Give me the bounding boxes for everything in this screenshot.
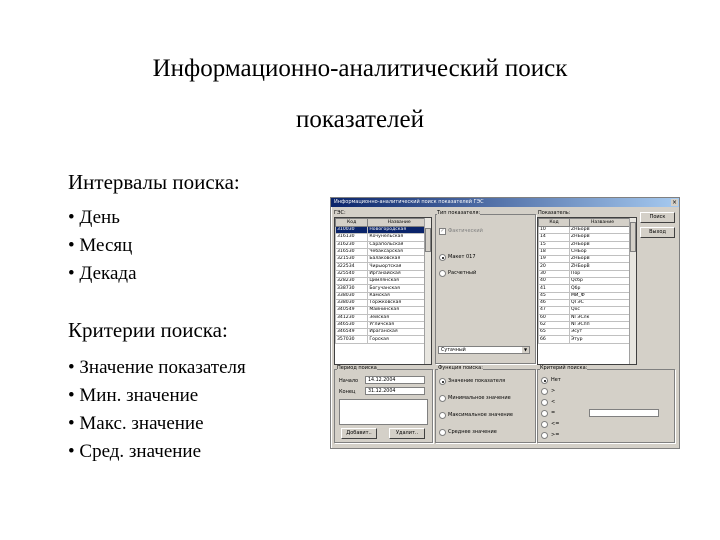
criteria-option: < xyxy=(551,399,556,405)
cell-name: Торжковская xyxy=(368,299,431,306)
ges-row[interactable] xyxy=(336,270,431,277)
search-button[interactable]: Поиск xyxy=(640,212,675,223)
ges-row[interactable] xyxy=(336,285,431,292)
indicators-scrollbar[interactable] xyxy=(629,218,636,364)
cell-code: 316230 xyxy=(336,241,368,248)
cell-name: ZHБорВ xyxy=(570,241,636,248)
cell-name: Камская xyxy=(368,292,431,299)
criteria-radio-ge[interactable] xyxy=(541,432,548,439)
ges-col-code[interactable]: Код xyxy=(336,219,368,227)
criteria-radio-gt[interactable] xyxy=(541,388,548,395)
cell-code: 357030 xyxy=(336,336,368,343)
close-icon[interactable]: × xyxy=(671,199,678,206)
criteria-item: • Макс. значение xyxy=(68,410,246,438)
interval-item: • Декада xyxy=(68,260,137,288)
intervals-list xyxy=(68,204,137,288)
factual-label: Фактический xyxy=(448,228,483,234)
search-dialog-window xyxy=(330,197,680,449)
cell-name: Qсбр xyxy=(570,278,636,285)
function-option: Максимальное значение xyxy=(448,412,513,418)
interval-item: • День xyxy=(68,204,137,232)
cell-name: Богучанская xyxy=(368,285,431,292)
cell-code: 346530 xyxy=(336,321,368,328)
end-date-field[interactable]: 31.12.2004 xyxy=(365,387,425,395)
cell-code: 65 xyxy=(539,329,570,336)
indicator-row[interactable] xyxy=(539,278,636,285)
cell-code: 47 xyxy=(539,307,570,314)
cell-code: 18 xyxy=(539,248,570,255)
cell-name: Чирьюртская xyxy=(368,263,431,270)
indicator-row[interactable] xyxy=(539,321,636,328)
intervals-heading: Интервалы поиска: xyxy=(68,170,240,194)
delete-button[interactable]: Удалит.. xyxy=(389,428,425,439)
indicator-row[interactable] xyxy=(539,307,636,314)
cell-code: 45 xyxy=(539,292,570,299)
ges-scrollbar[interactable] xyxy=(424,218,431,364)
slide-title-line-2: показателей xyxy=(295,106,425,133)
exit-button[interactable]: Выход xyxy=(640,227,675,238)
model-radio-label: Макет 017 xyxy=(448,254,476,260)
cell-name: Цимлянская xyxy=(368,278,431,285)
slide-title-line-1: Информационно-аналитический поиск xyxy=(152,55,568,82)
model-radio[interactable] xyxy=(439,254,446,261)
cell-name: QГЭС xyxy=(570,299,636,306)
cell-code: 340549 xyxy=(336,307,368,314)
function-option: Значение показателя xyxy=(448,378,506,384)
cell-name: Зейская xyxy=(368,314,431,321)
function-radio-min[interactable] xyxy=(439,395,446,402)
indicator-row[interactable] xyxy=(539,227,636,234)
cell-name: Майнинская xyxy=(368,307,431,314)
end-label: Конец xyxy=(339,389,356,395)
function-radio-avg[interactable] xyxy=(439,429,446,436)
ges-row[interactable] xyxy=(336,241,431,248)
indicator-row[interactable] xyxy=(539,256,636,263)
start-label: Начало xyxy=(339,378,359,384)
cell-name: Qбр xyxy=(570,285,636,292)
cell-code: 20 xyxy=(539,263,570,270)
ges-row[interactable] xyxy=(336,292,431,299)
cell-code: 30 xyxy=(539,270,570,277)
cell-code: 338730 xyxy=(336,285,368,292)
ges-table[interactable] xyxy=(334,217,432,365)
function-radio-value[interactable] xyxy=(439,378,446,385)
cell-name: Новогородская xyxy=(368,227,431,234)
ges-label: ГЭС: xyxy=(334,210,346,216)
criteria-radio-le[interactable] xyxy=(541,421,548,428)
indicator-row[interactable] xyxy=(539,329,636,336)
cell-code: 325540 xyxy=(336,270,368,277)
criteria-item: • Сред. значение xyxy=(68,438,246,466)
period-group-label: Период поиска xyxy=(337,365,377,371)
cell-code: 41 xyxy=(539,285,570,292)
indicator-row[interactable] xyxy=(539,285,636,292)
ges-row[interactable] xyxy=(336,234,431,241)
function-option: Среднее значение xyxy=(448,429,497,435)
ges-row[interactable] xyxy=(336,299,431,306)
indicator-row[interactable] xyxy=(539,241,636,248)
criteria-item: • Мин. значение xyxy=(68,382,246,410)
calc-radio[interactable] xyxy=(439,270,446,277)
cell-code: 66 xyxy=(539,336,570,343)
criteria-value-field[interactable] xyxy=(589,409,659,417)
factual-checkbox[interactable]: ✓ xyxy=(440,228,445,234)
cell-code: 40 xyxy=(539,278,570,285)
criteria-option: <= xyxy=(551,421,560,427)
criteria-item: • Значение показателя xyxy=(68,354,246,382)
cell-code: 60 xyxy=(539,314,570,321)
cell-name: МИ_Ф xyxy=(570,292,636,299)
indicator-row[interactable] xyxy=(539,314,636,321)
function-option: Минимальное значение xyxy=(448,395,511,401)
cell-code: 346549 xyxy=(336,329,368,336)
criteria-option: > xyxy=(551,388,556,394)
cell-code: 328230 xyxy=(336,278,368,285)
indicator-row[interactable] xyxy=(539,336,636,343)
ges-row[interactable] xyxy=(336,307,431,314)
function-radio-max[interactable] xyxy=(439,412,446,419)
cell-name: Угличская xyxy=(368,321,431,328)
dialog-titlebar xyxy=(331,198,679,207)
cell-code: 338030 xyxy=(336,299,368,306)
cell-name: Ирганайская xyxy=(368,270,431,277)
cell-code: 341230 xyxy=(336,314,368,321)
cell-name: Горская xyxy=(368,336,431,343)
calc-radio-label: Расчетный xyxy=(448,270,477,276)
ges-row[interactable] xyxy=(336,314,431,321)
cell-code: 310030 xyxy=(336,227,368,234)
cell-name: Сарапольская xyxy=(368,241,431,248)
cell-name: Этур xyxy=(570,336,636,343)
indicator-row[interactable] xyxy=(539,234,636,241)
criteria-group-label: Критерий поиска: xyxy=(540,365,588,371)
period-select[interactable]: Сутачный ▼ xyxy=(438,346,530,354)
ges-row[interactable] xyxy=(336,248,431,255)
cell-code: 46 xyxy=(539,299,570,306)
criteria-radio-none[interactable] xyxy=(541,377,548,384)
cell-code: 316130 xyxy=(336,234,368,241)
criteria-heading: Критерии поиска: xyxy=(68,318,228,342)
cell-name: ZHБорВ xyxy=(570,263,636,270)
criteria-option: >= xyxy=(551,432,560,438)
add-button[interactable]: Добавит.. xyxy=(341,428,377,439)
ind-col-code[interactable]: Код xyxy=(539,219,570,227)
indicator-row[interactable] xyxy=(539,263,636,270)
cell-name: NГЭСлк xyxy=(570,314,636,321)
ges-row[interactable] xyxy=(336,329,431,336)
cell-code: 19 xyxy=(539,256,570,263)
cell-name: Пор xyxy=(570,270,636,277)
chevron-down-icon[interactable]: ▼ xyxy=(523,347,528,352)
cell-name: ZHБорВ xyxy=(570,256,636,263)
ges-row[interactable] xyxy=(336,336,431,343)
ges-row[interactable] xyxy=(336,278,431,285)
cell-name: Балаковская xyxy=(368,256,431,263)
cell-name: Чебаксарская xyxy=(368,248,431,255)
criteria-option: Нет xyxy=(551,377,561,383)
criteria-radio-lt[interactable] xyxy=(541,399,548,406)
cell-name: ZHБорВ xyxy=(570,234,636,241)
criteria-list xyxy=(68,354,246,466)
cell-code: 62 xyxy=(539,321,570,328)
dialog-title: Информационно-аналитический поиск показателей ГЭС xyxy=(334,199,484,205)
cell-name: Qхс xyxy=(570,307,636,314)
cell-code: 321530 xyxy=(336,256,368,263)
ges-row[interactable] xyxy=(336,263,431,270)
interval-item: • Месяц xyxy=(68,232,137,260)
cell-name: ZHБорВ xyxy=(570,227,636,234)
indicators-label: Показатель: xyxy=(538,210,571,216)
cell-code: 338030 xyxy=(336,292,368,299)
indicator-row[interactable] xyxy=(539,292,636,299)
function-group-label: Функция поиска: xyxy=(438,365,483,371)
indicator-row[interactable] xyxy=(539,299,636,306)
cell-name: Эсут xyxy=(570,329,636,336)
ges-row[interactable] xyxy=(336,227,431,234)
ind-col-name[interactable]: Название xyxy=(570,219,636,227)
indicator-row[interactable] xyxy=(539,270,636,277)
indicator-row[interactable] xyxy=(539,248,636,255)
ges-row[interactable] xyxy=(336,256,431,263)
param-type-label: Тип показателя: xyxy=(437,210,481,216)
cell-code: 15 xyxy=(539,241,570,248)
cell-code: 322534 xyxy=(336,263,368,270)
ges-col-name[interactable]: Название xyxy=(368,219,431,227)
criteria-option: = xyxy=(551,410,556,416)
cell-name: Ираганская xyxy=(368,329,431,336)
cell-code: 14 xyxy=(539,234,570,241)
cell-code: 316530 xyxy=(336,248,368,255)
cell-name: Кочунельская xyxy=(368,234,431,241)
indicators-table[interactable] xyxy=(537,217,637,365)
start-date-field[interactable]: 14.12.2004 xyxy=(365,376,425,384)
cell-code: 10 xyxy=(539,227,570,234)
ges-row[interactable] xyxy=(336,321,431,328)
cell-name: СНБор xyxy=(570,248,636,255)
dates-memo[interactable] xyxy=(339,399,428,425)
cell-name: NГЭСпп xyxy=(570,321,636,328)
criteria-radio-eq[interactable] xyxy=(541,410,548,417)
param-type-group xyxy=(435,214,536,364)
